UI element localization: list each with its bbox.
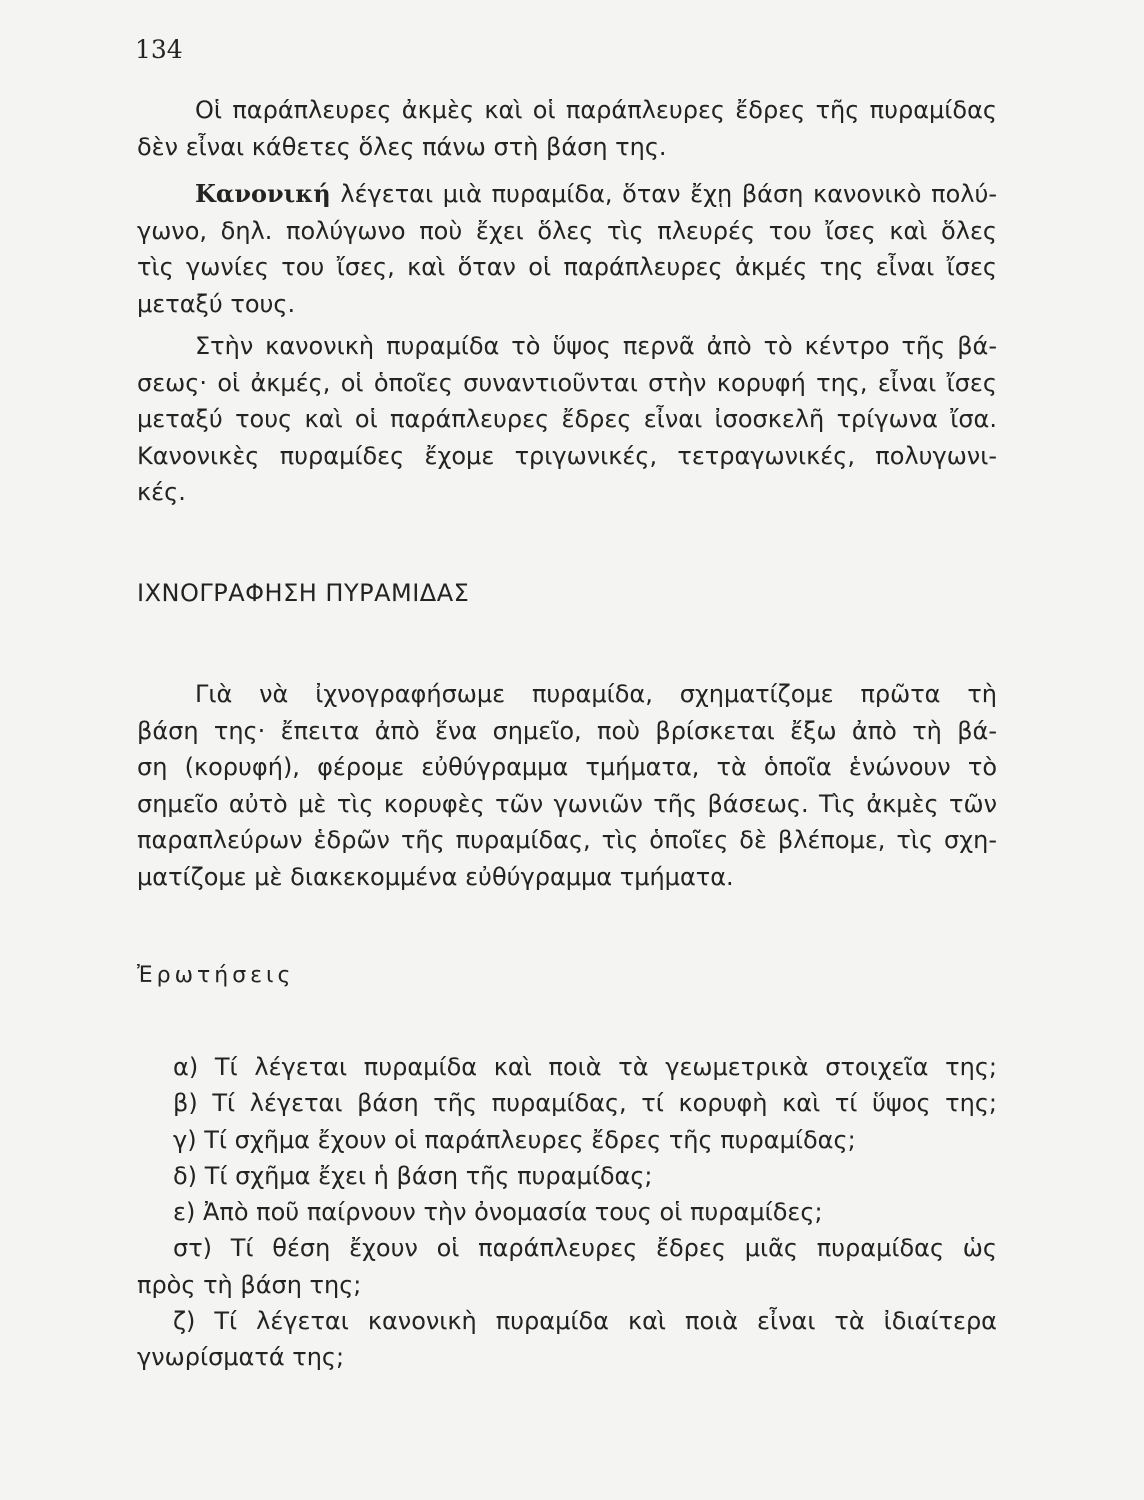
questions-title: Ἐρωτήσεις — [137, 963, 295, 988]
text-line: Κανονικὲς πυραμίδες ἔχομε τριγωνικές, τετραγωνικές, πολυγωνι- — [137, 441, 997, 470]
text-line: Στὴν κανονικὴ πυραμίδα τὸ ὕψος περνᾶ ἀπὸ τὸ κέντρο τῆς βά- — [195, 332, 997, 360]
text-line — [137, 176, 997, 213]
question-label: ε) — [173, 1198, 196, 1227]
question-text: Τί σχῆμα ἔχουν οἱ παράπλευρες ἔδρες τῆς πυραμίδας; — [204, 1125, 856, 1154]
question-item — [137, 1230, 997, 1266]
question-item — [137, 1122, 997, 1158]
question-label: στ) — [173, 1234, 213, 1263]
text-line: μεταξύ τους. — [137, 289, 296, 318]
paragraph-drawing-instructions — [137, 676, 997, 895]
bold-term: Κανονική — [195, 179, 331, 208]
text-line: σημεῖο αὐτὸ μὲ τὶς κορυφὲς τῶν γωνιῶν τῆς βάσεως. Τὶς ἀκμὲς τῶν — [137, 789, 997, 818]
questions-list — [137, 1049, 997, 1376]
question-item — [137, 1085, 997, 1121]
paragraph-regular-properties — [137, 328, 997, 511]
question-continuation: πρὸς τὴ βάση της; — [137, 1270, 362, 1299]
text-line: μεταξύ τους καὶ οἱ παράπλευρες ἔδρες εἶναι ἰσοσκελῆ τρίγωνα ἴσα. — [137, 405, 997, 433]
text-line: σεως· οἱ ἀκμές, οἱ ὁποῖες συναντιοῦνται στὴν κορυφή της, εἶναι ἴσες — [137, 368, 997, 397]
question-label: γ) — [173, 1125, 197, 1154]
question-item — [137, 1049, 997, 1085]
question-text: Τί θέση ἔχουν οἱ παράπλευρες ἔδρες μιᾶς πυραμίδας ὡς — [230, 1234, 997, 1263]
question-label: β) — [173, 1089, 198, 1118]
question-label: ζ) — [173, 1307, 196, 1336]
question-text: Τί λέγεται βάση τῆς πυραμίδας, τί κορυφὴ καὶ τί ὕψος της; — [212, 1089, 997, 1118]
section-heading: ΙΧΝΟΓΡΑΦΗΣΗ ΠΥΡΑΜΙΔΑΣ — [137, 579, 470, 607]
question-label: α) — [173, 1053, 199, 1081]
question-text: Τί σχῆμα ἔχει ἡ βάση τῆς πυραμίδας; — [204, 1161, 653, 1190]
question-label: δ) — [173, 1161, 198, 1190]
question-text: Τί λέγεται πυραμίδα καὶ ποιὰ τὰ γεωμετρικὰ στοιχεῖα της; — [214, 1053, 997, 1081]
text-line: κές. — [137, 478, 186, 506]
text-line: ση (κορυφή), φέρομε εὐθύγραμμα τμήματα, τὰ ὁποῖα ἑνώνουν τὸ — [137, 753, 997, 781]
text-line: τὶς γωνίες του ἴσες, καὶ ὅταν οἱ παράπλευρες ἀκμές της εἶναι ἴσες — [137, 253, 997, 281]
text-line: ματίζομε μὲ διακεκομμένα εὐθύγραμμα τμήματα. — [137, 862, 734, 891]
question-continuation: γνωρίσματά της; — [137, 1343, 345, 1372]
text-line: Γιὰ νὰ ἰχνογραφήσωμε πυραμίδα, σχηματίζομε πρῶτα τὴ — [195, 680, 997, 708]
text-line: γωνο, δηλ. πολύγωνο ποὺ ἔχει ὅλες τὶς πλευρές του ἴσες καὶ ὅλες — [137, 216, 997, 245]
paragraph-lateral-edges — [137, 92, 997, 165]
question-text: Τί λέγεται κανονικὴ πυραμίδα καὶ ποιὰ εἶναι τὰ ἰδιαίτερα — [214, 1307, 997, 1336]
text-fragment: λέγεται μιὰ πυραμίδα, ὅταν ἔχῃ βάση κανονικὸ πολύ- — [340, 180, 997, 208]
question-item — [137, 1303, 997, 1339]
page-number: 134 — [135, 35, 183, 64]
question-text: Ἀπὸ ποῦ παίρνουν τὴν ὀνομασία τους οἱ πυραμίδες; — [202, 1198, 823, 1227]
paragraph-regular-definition — [137, 176, 997, 322]
question-item — [137, 1194, 997, 1230]
question-item — [137, 1158, 997, 1194]
text-line: παραπλεύρων ἑδρῶν τῆς πυραμίδας, τὶς ὁποῖες δὲ βλέπομε, τὶς σχη- — [137, 826, 997, 854]
text-line: βάση της· ἔπειτα ἀπὸ ἕνα σημεῖο, ποὺ βρίσκεται ἔξω ἀπὸ τὴ βά- — [137, 716, 997, 745]
text-line: Οἱ παράπλευρες ἀκμὲς καὶ οἱ παράπλευρες ἔδρες τῆς πυραμίδας — [195, 96, 997, 124]
text-line: δὲν εἶναι κάθετες ὅλες πάνω στὴ βάση της. — [137, 132, 667, 161]
